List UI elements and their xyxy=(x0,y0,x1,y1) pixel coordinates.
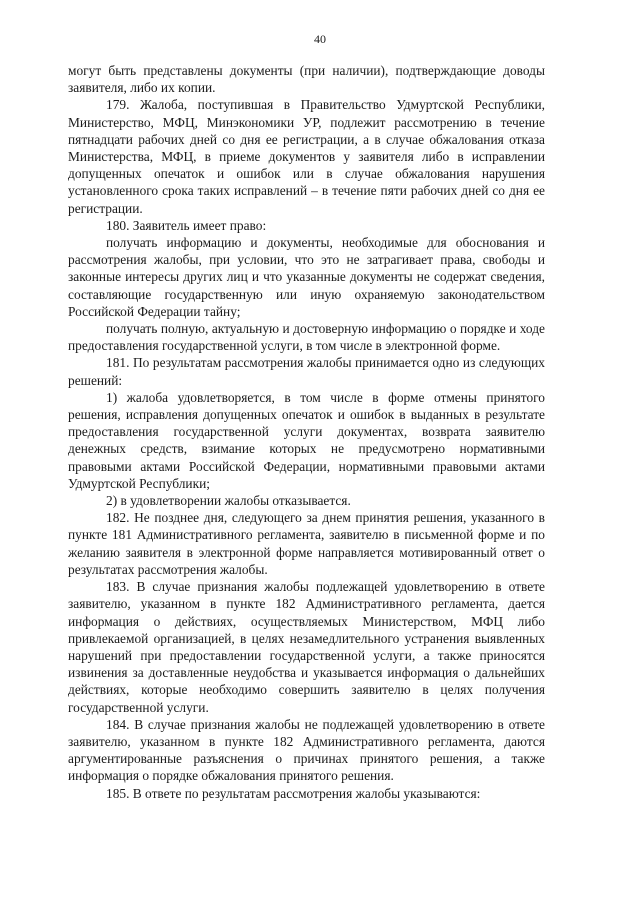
document-body xyxy=(68,62,545,802)
paragraph: 180. Заявитель имеет право: xyxy=(106,217,267,233)
paragraph: 183. В случае признания жалобы подлежащей удовлетворению в ответе заявителю, указанном в пункте 182 Административного регламента, дается информация о действиях, осуществляемых Министерством, МФЦ либо привлекаемой организацией, в целях незамедлительного устранения выявленных нарушений при предоставлении государственной услуги, а также приносятся извинения за доставленные неудобства и указывается информация о дальнейших действиях, которые необходимо совершить заявителю в целях получения государственной услуги. xyxy=(68,579,545,715)
paragraph: получать информацию и документы, необходимые для обоснования и рассмотрения жалобы, при условии, что это не затрагивает права, свободы и законные интересы других лиц и что указанные документы не содержат сведения, составляющие государственную или иную охраняемую законодательством Российской Федерации тайну; xyxy=(68,235,545,319)
paragraph: 2) в удовлетворении жалобы отказывается. xyxy=(106,493,351,509)
page-number: 40 xyxy=(314,32,326,46)
paragraph: 185. В ответе по результатам рассмотрения жалобы указываются: xyxy=(106,785,481,801)
paragraph: 182. Не позднее дня, следующего за днем принятия решения, указанного в пункте 181 Административного регламента, заявителю в письменной форме и по желанию заявителя в электронной форме направляется мотивированный ответ о результатах рассмотрения жалобы. xyxy=(68,510,545,577)
paragraph: 184. В случае признания жалобы не подлежащей удовлетворению в ответе заявителю, указанном в пункте 182 Административного регламента, даются аргументированные разъяснения о причинах принятого решения, а также информация о порядке обжалования принятого решения. xyxy=(68,716,545,784)
paragraph: получать полную, актуальную и достоверную информацию о порядке и ходе предоставления государственной услуги, в том числе в электронной форме. xyxy=(68,321,545,354)
paragraph: 181. По результатам рассмотрения жалобы принимается одно из следующих решений: xyxy=(68,355,545,388)
paragraph: 179. Жалоба, поступившая в Правительство Удмуртской Республики, Министерство, МФЦ, Минэкономики УР, подлежит рассмотрению в течение пятнадцати рабочих дней со дня ее регистрации, а в случае обжалования отказа Министерства, МФЦ, в приеме документов у заявителя либо в исправлении допущенных опечаток и ошибок или в случае обжалования нарушения установленного срока таких исправлений – в течение пяти рабочих дней со дня ее регистрации. xyxy=(68,97,545,216)
paragraph: 1) жалоба удовлетворяется, в том числе в форме отмены принятого решения, исправления допущенных опечаток и ошибок в выданных в результате предоставления государственной услуги документах, возврата заявителю денежных средств, взимание которых не предусмотрено нормативными правовыми актами Российской Федерации, нормативными правовыми актами Удмуртской Республики; xyxy=(68,389,545,491)
paragraph: могут быть представлены документы (при наличии), подтверждающие доводы заявителя, либо их копии. xyxy=(68,63,545,96)
